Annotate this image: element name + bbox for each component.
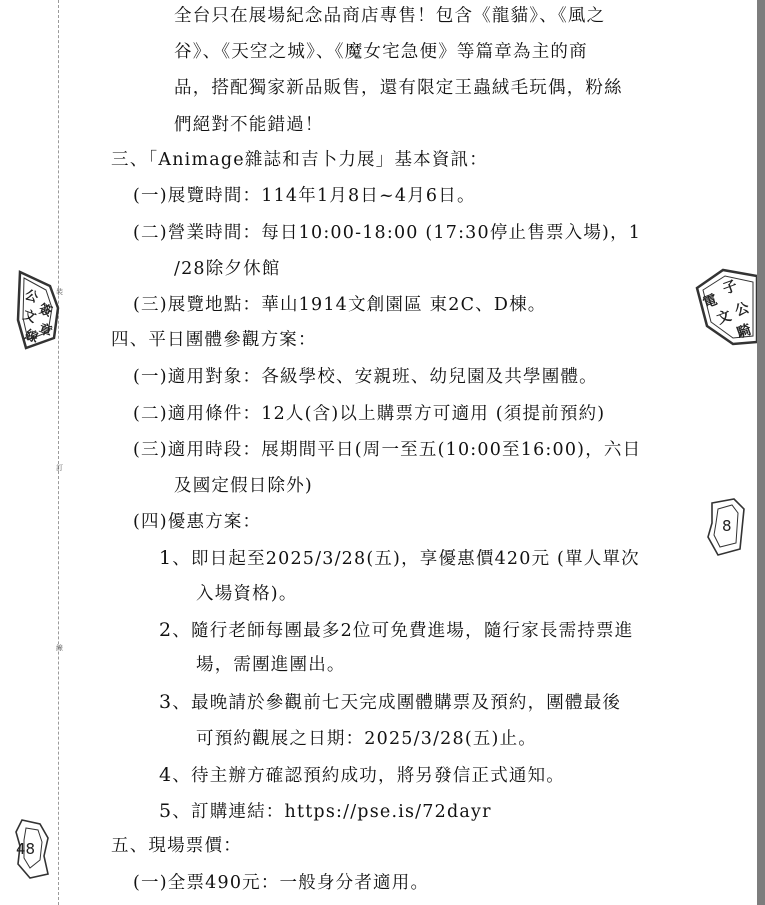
discount-item-5: 5、訂購連結：https://pse.is/72dayr — [159, 800, 492, 822]
seal-right-char: 子 — [720, 277, 740, 298]
discount-item-2: 2、隨行老師每團最多2位可免費進場，隨行家長需持票進 — [159, 619, 634, 641]
seal-left-char: 簽 — [36, 301, 54, 321]
seal-right-char: 騎 — [734, 321, 754, 342]
official-seal-right-icon — [693, 266, 757, 346]
applicable-period: (三)適用時段：展期間平日(周一至五(10:00至16:00)，六日 — [133, 440, 642, 460]
page-number-left: 48 — [16, 840, 36, 858]
paragraph-line: 谷》、《天空之城》、《魔女宅急便》等篇章為主的商 — [174, 42, 588, 62]
paragraph-line: 們絕對不能錯過！ — [174, 115, 324, 135]
discount-item-1-cont: 入場資格)。 — [196, 584, 298, 604]
section-heading-3: 三、「Animage雜誌和吉卜力展」基本資訊： — [111, 150, 488, 170]
section-heading-5: 五、現場票價： — [111, 836, 242, 856]
exhibition-venue: (三)展覽地點：華山1914文創園區 東2C、D棟。 — [133, 295, 547, 315]
binding-mark-xian: 線 — [56, 644, 63, 652]
binding-mark-zhuang: 裝 — [56, 288, 63, 296]
seal-left-char: 章 — [36, 321, 54, 341]
seal-left-char: 公 — [22, 287, 40, 307]
seal-right-char: 公 — [732, 299, 752, 320]
item-number: 2 — [159, 619, 173, 641]
discount-item-4: 4、待主辦方確認預約成功，將另發信正式通知。 — [159, 764, 565, 786]
opening-hours: (二)營業時間：每日10:00-18:00 (17:30停止售票入場)，1 — [133, 223, 642, 243]
ticket-price-full: (一)全票490元：一般身分者適用。 — [133, 873, 430, 893]
opening-hours-cont: /28除夕休館 — [174, 259, 281, 279]
item-number: 1 — [159, 547, 173, 569]
discount-item-2-cont: 場，需團進團出。 — [196, 655, 346, 675]
paragraph-line: 全台只在展場紀念品商店專售！包含《龍貓》、《風之 — [174, 6, 606, 26]
eligible-groups: (一)適用對象：各級學校、安親班、幼兒園及共學團體。 — [133, 367, 598, 387]
official-seal-left-icon — [14, 268, 62, 352]
binding-mark-ding: 訂 — [56, 464, 63, 472]
discount-plan-heading: (四)優惠方案： — [133, 512, 262, 532]
item-number: 4 — [159, 764, 173, 786]
eligibility-conditions: (二)適用條件：12人(含)以上購票方可適用 (須提前預約) — [133, 404, 606, 424]
applicable-period-cont: 及國定假日除外) — [174, 476, 313, 496]
seal-left-char: 文 — [20, 307, 38, 327]
item-number: 3 — [159, 691, 173, 713]
discount-item-1: 1、即日起至2025/3/28(五)，享優惠價420元 (單人單次 — [159, 547, 640, 569]
seal-right-char: 文 — [714, 307, 734, 328]
seal-right-char: 電 — [700, 291, 720, 312]
binding-guide-line — [58, 0, 59, 905]
section-heading-4: 四、平日團體參觀方案： — [111, 330, 317, 350]
exhibition-dates: (一)展覽時間：114年1月8日~4月6日。 — [133, 186, 476, 206]
discount-item-3-cont: 可預約觀展之日期：2025/3/28(五)止。 — [196, 729, 537, 749]
page-edge — [757, 0, 765, 905]
paragraph-line: 品，搭配獨家新品販售，還有限定王蟲絨毛玩偶，粉絲 — [174, 78, 623, 98]
page-number-right: 8 — [722, 517, 732, 535]
seal-left-char: 線 — [22, 327, 40, 347]
discount-item-3: 3、最晚請於參觀前七天完成團體購票及預約，團體最後 — [159, 691, 622, 713]
item-number: 5 — [159, 800, 173, 822]
